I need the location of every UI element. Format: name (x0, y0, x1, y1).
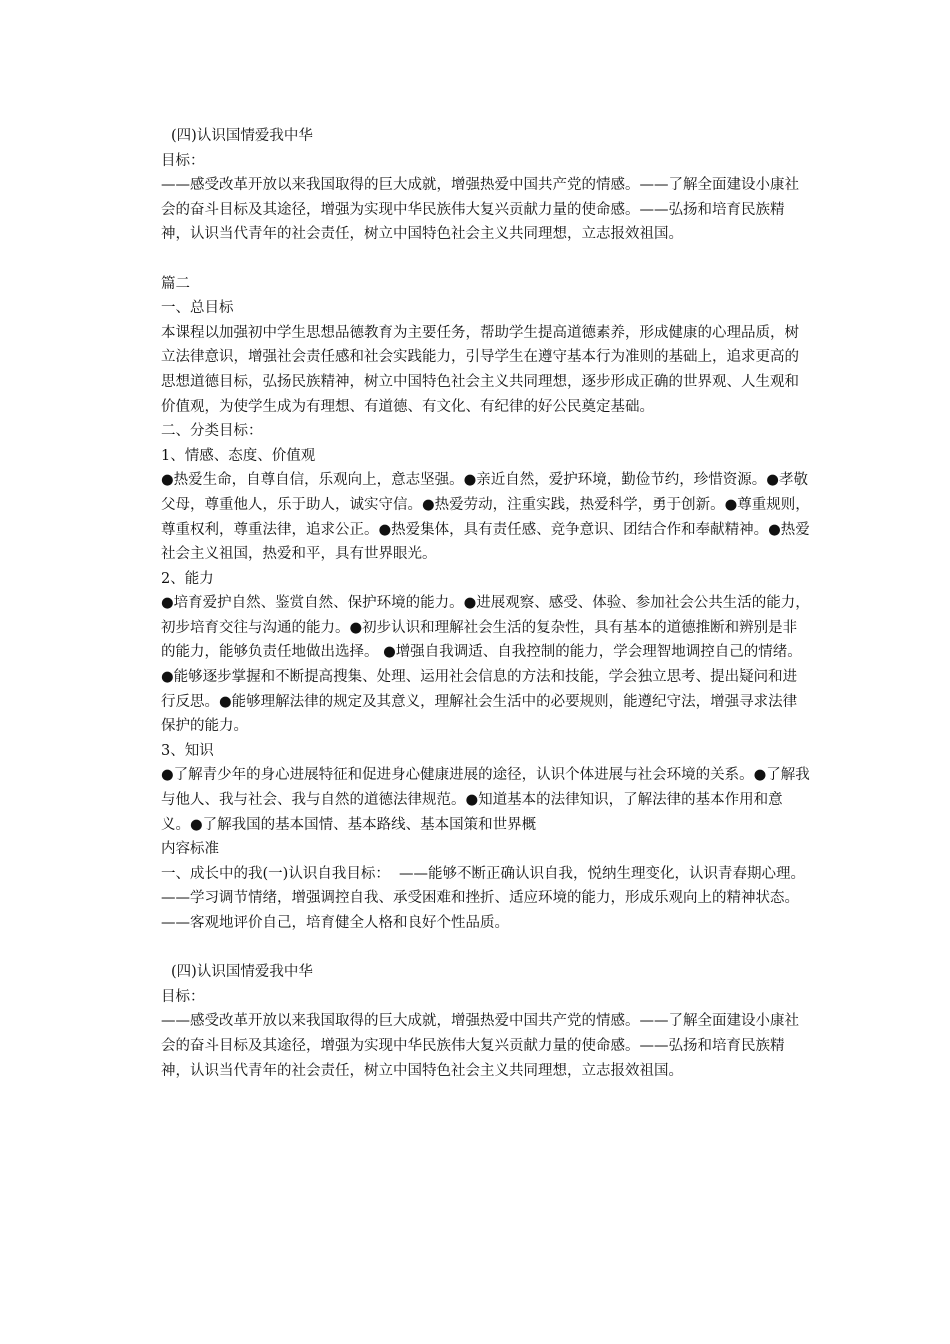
goal-label-repeat: 目标： (161, 988, 205, 1005)
knowledge-paragraph: ●了解青少年的身心进展特征和促进身心健康进展的途径，认识个体进展与社会环境的关系。●了解我与他人、我与社会、我与自然的道德法律规范。●知道基本的法律知识，了解法律的基本作用和意义。●了解我国的基本国情、基本路线、基本国策和世界概 (161, 767, 810, 833)
document-page (145, 124, 810, 1083)
section-heading-repeat: (四)认识国情爱我中华 (171, 964, 313, 981)
knowledge-heading: 3、知识 (161, 742, 214, 759)
goal-paragraph-repeat: ——感受改革开放以来我国取得的巨大成就，增强热爱中国共产党的情感。——了解全面建设小康社会的奋斗目标及其途径，增强为实现中华民族伟大复兴贡献力量的使命感。——弘扬和培育民族精神，认识当代青年的社会责任，树立中国特色社会主义共同理想，立志报效祖国。 (161, 1013, 799, 1079)
category-goal-heading: 二、分类目标： (161, 423, 263, 440)
part-title: 篇二 (161, 275, 190, 292)
overall-goal-heading: 一、总目标 (161, 300, 234, 317)
spacer (145, 936, 810, 961)
content-standard-heading: 内容标准 (161, 841, 219, 858)
goal-label: 目标： (161, 152, 205, 169)
overall-goal-paragraph: 本课程以加强初中学生思想品德教育为主要任务，帮助学生提高道德素养，形成健康的心理品质，树立法律意识，增强社会责任感和社会实践能力，引导学生在遵守基本行为准则的基础上，追求更高的思想道德目标，弘扬民族精神，树立中国特色社会主义共同理想，逐步形成正确的世界观、人生观和价值观，为使学生成为有理想、有道德、有文化、有纪律的好公民奠定基础。 (161, 324, 799, 415)
spacer (145, 247, 810, 272)
emotion-attitude-paragraph: ●热爱生命，自尊自信，乐观向上，意志坚强。●亲近自然，爱护环境，勤俭节约，珍惜资源。●孝敬父母，尊重他人，乐于助人，诚实守信。●热爱劳动，注重实践，热爱科学，勇于创新。●尊重规则，尊重权利，尊重法律，追求公正。●热爱集体，具有责任感、竞争意识、团结合作和奉献精神。●热爱社会主义祖国，热爱和平，具有世界眼光。 (161, 472, 810, 563)
section-heading: (四)认识国情爱我中华 (171, 128, 313, 144)
ability-paragraph: ●培育爱护自然、鉴赏自然、保护环境的能力。●进展观察、感受、体验、参加社会公共生活的能力，初步培育交往与沟通的能力。●初步认识和理解社会生活的复杂性，具有基本的道德推断和辨别是非的能力，能够负责任地做出选择。 ●增强自我调适、自我控制的能力，学会理智地调控自己的情绪。●能够逐步掌握和不断提高搜集、处理、运用社会信息的方法和技能，学会独立思考、提出疑问和进行反思。●能够理解法律的规定及其意义，理解社会生活中的必要规则，能遵纪守法，增强寻求法律保护的能力。 (161, 595, 810, 735)
emotion-attitude-heading: 1、情感、态度、价值观 (161, 447, 316, 464)
goal-paragraph: ——感受改革开放以来我国取得的巨大成就，增强热爱中国共产党的情感。——了解全面建设小康社会的奋斗目标及其途径，增强为实现中华民族伟大复兴贡献力量的使命感。——弘扬和培育民族精神，认识当代青年的社会责任，树立中国特色社会主义共同理想，立志报效祖国。 (161, 177, 799, 243)
content-standard-paragraph: 一、成长中的我(一)认识自我目标： ——能够不断正确认识自我，悦纳生理变化，认识青春期心理。——学习调节情绪，增强调控自我、承受困难和挫折、适应环境的能力，形成乐观向上的精神状态。——客观地评价自己，培育健全人格和良好个性品质。 (161, 865, 806, 931)
ability-heading: 2、能力 (161, 570, 214, 587)
